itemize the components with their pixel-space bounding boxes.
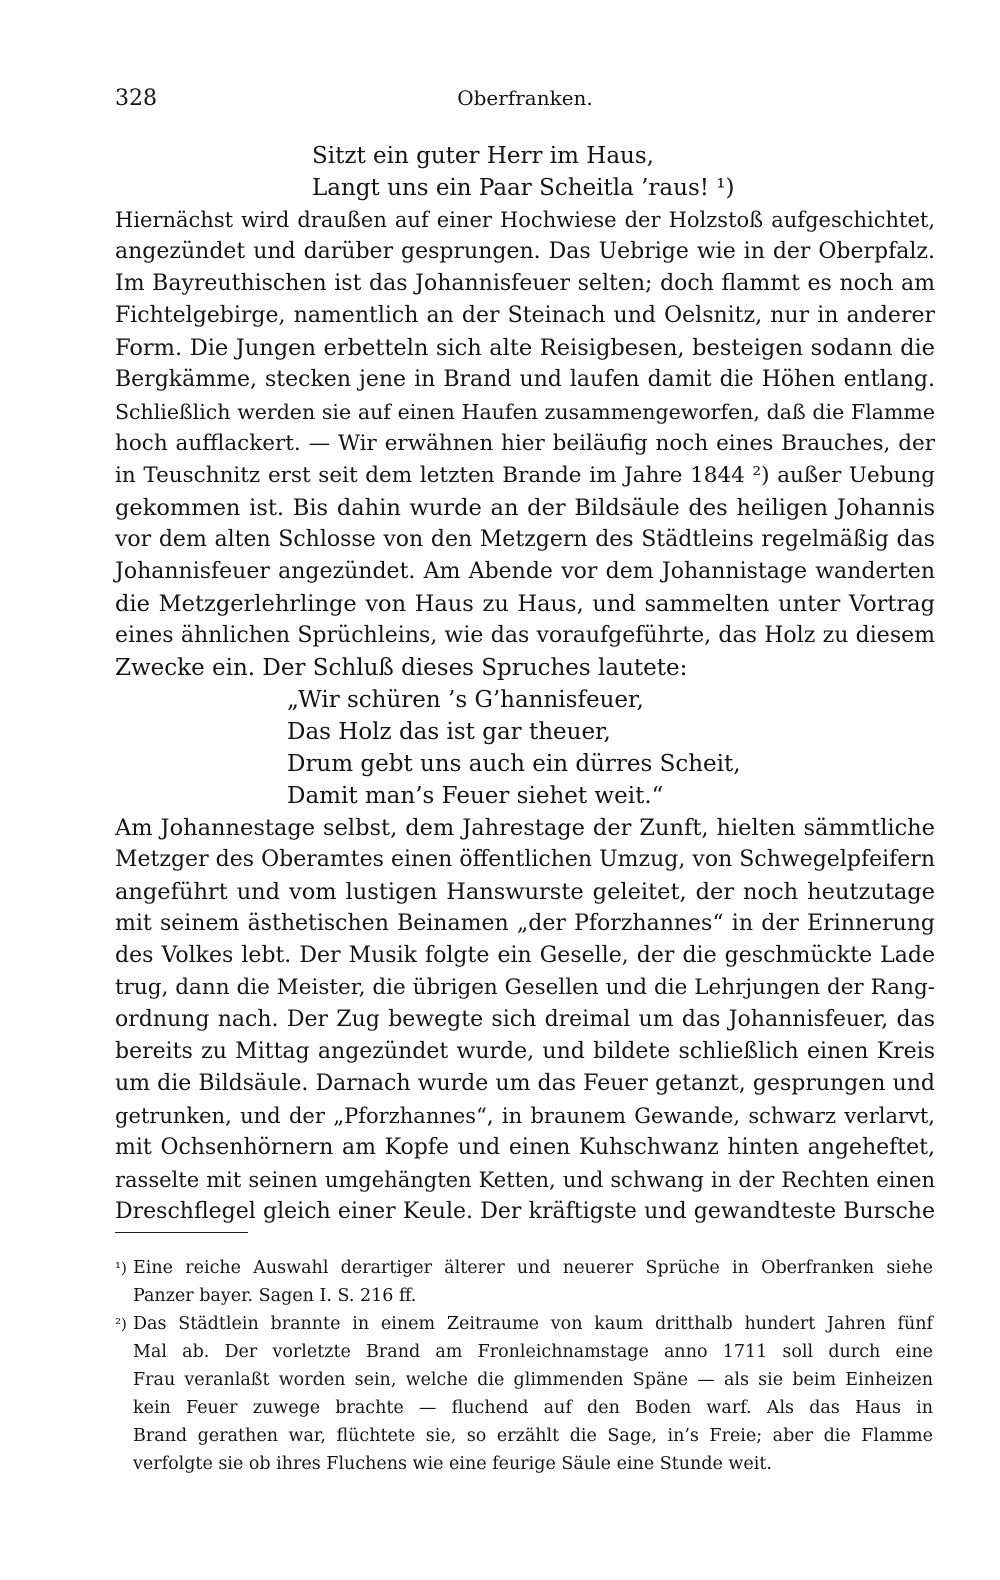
text-line: angezündet und darüber gesprungen. Das Uebrige wie in der Oberpfalz. [115,239,935,264]
text-line: gekommen ist. Bis dahin wurde an der Bildsäule des heiligen Johannis [115,495,935,521]
verse-line: Sitzt ein guter Herr im Haus, [312,143,654,169]
verse-line: „Wir schüren ’s G’hannisfeuer, [287,687,644,713]
text-line: des Volkes lebt. Der Musik folgte ein Geselle, der die geschmückte Lade [115,943,935,968]
verse-line: Drum gebt uns auch ein dürres Scheit, [287,751,741,777]
footnote-line: Frau veranlaßt worden sein, welche die glimmenden Späne — als sie beim Einheizen [133,1370,933,1390]
text-line: bereits zu Mittag angezündet wurde, und bildete schließlich einen Kreis [115,1039,935,1064]
verse-line: Das Holz das ist gar theuer, [287,719,611,745]
text-line: Schließlich werden sie auf einen Haufen zusammengeworfen, daß die Flamme [115,400,935,424]
text-line: ordnung nach. Der Zug bewegte sich dreimal um das Johannisfeuer, das [115,1007,935,1032]
footnote-line: kein Feuer zuwege brachte — fluchend auf den Boden warf. Als das Haus in [133,1398,933,1418]
text-line: Metzger des Oberamtes einen öffentlichen Umzug, von Schwegelpfeifern [115,847,935,872]
footnote-marker: ²) [115,1315,127,1333]
text-line: getrunken, und der „Pforzhannes“, in braunem Gewande, schwarz verlarvt, [115,1104,935,1128]
text-line: Fichtelgebirge, namentlich an der Steinach und Oelsnitz, nur in anderer [115,303,935,328]
text-line: in Teuschnitz erst seit dem letzten Brande im Jahre 1844 ²) außer Uebung [115,463,935,488]
text-line: rasselte mit seinen umgehängten Ketten, und schwang in der Rechten einen [115,1168,935,1192]
footnote-line: verfolgte sie ob ihres Fluchens wie eine feurige Säule eine Stunde weit. [133,1454,772,1474]
text-line: die Metzgerlehrlinge von Haus zu Haus, und sammelten unter Vortrag [115,591,935,617]
footnote-line: Brand gerathen war, flüchtete sie, so erzählt die Sage, in’s Freie; aber die Flamme [133,1426,933,1446]
text-line: um die Bildsäule. Darnach wurde um das Feuer getanzt, gesprungen und [115,1071,935,1096]
footnote-marker: ¹) [115,1259,127,1277]
footnote-text: Das Städtlein brannte in einem Zeitraume von kaum dritthalb hundert Jahren fünf [133,1314,933,1334]
text-line: trug, dann die Meister, die übrigen Gesellen und die Lehrjungen der Rang- [115,975,935,1000]
footnote-line: Panzer bayer. Sagen I. S. 216 ff. [133,1286,417,1306]
text-line: Zwecke ein. Der Schluß dieses Spruches lautete: [115,655,688,681]
text-line: vor dem alten Schlosse von den Metzgern des Städtleins regelmäßig das [115,527,935,552]
text-line: Hiernächst wird draußen auf einer Hochwiese der Holzstoß aufgeschichtet, [115,208,935,232]
text-line: angeführt und vom lustigen Hanswurste geleitet, der noch heutzutage [115,879,935,905]
page-header [115,86,935,116]
text-line: Im Bayreuthischen ist das Johannisfeuer selten; doch flammt es noch am [115,271,935,296]
text-line: mit seinem ästhetischen Beinamen „der Pforzhannes“ in der Erinnerung [115,911,935,936]
text-line: Johannisfeuer angezündet. Am Abende vor dem Johannistage wanderten [115,559,935,584]
footnote-line: Mal ab. Der vorletzte Brand am Fronleichnamstage anno 1711 soll durch eine [133,1342,933,1362]
footnote-separator [115,1232,248,1233]
footnote-text: Eine reiche Auswahl derartiger älterer und neuerer Sprüche in Oberfranken siehe [133,1258,933,1278]
verse-line: Damit man’s Feuer siehet weit.“ [287,783,664,809]
text-line: mit Ochsenhörnern am Kopfe und einen Kuhschwanz hinten angeheftet, [115,1135,935,1160]
text-line: hoch aufflackert. — Wir erwähnen hier beiläufig noch eines Brauches, der [115,431,935,456]
text-line: eines ähnlichen Sprüchleins, wie das voraufgeführte, das Holz zu diesem [115,623,935,648]
page-number: 328 [115,86,157,111]
running-head: Oberfranken. [457,86,593,110]
footnote-line [115,1254,933,1282]
text-line: Bergkämme, stecken jene in Brand und laufen damit die Höhen entlang. [115,367,935,392]
verse-line: Langt uns ein Paar Scheitla ’raus! ¹) [312,175,735,201]
text-line: Am Johannestage selbst, dem Jahrestage der Zunft, hielten sämmtliche [115,815,935,841]
text-line: Dreschflegel gleich einer Keule. Der kräftigste und gewandteste Bursche [115,1199,935,1224]
footnote-line [115,1310,933,1338]
text-line: Form. Die Jungen erbetteln sich alte Reisigbesen, besteigen sodann die [115,335,935,361]
